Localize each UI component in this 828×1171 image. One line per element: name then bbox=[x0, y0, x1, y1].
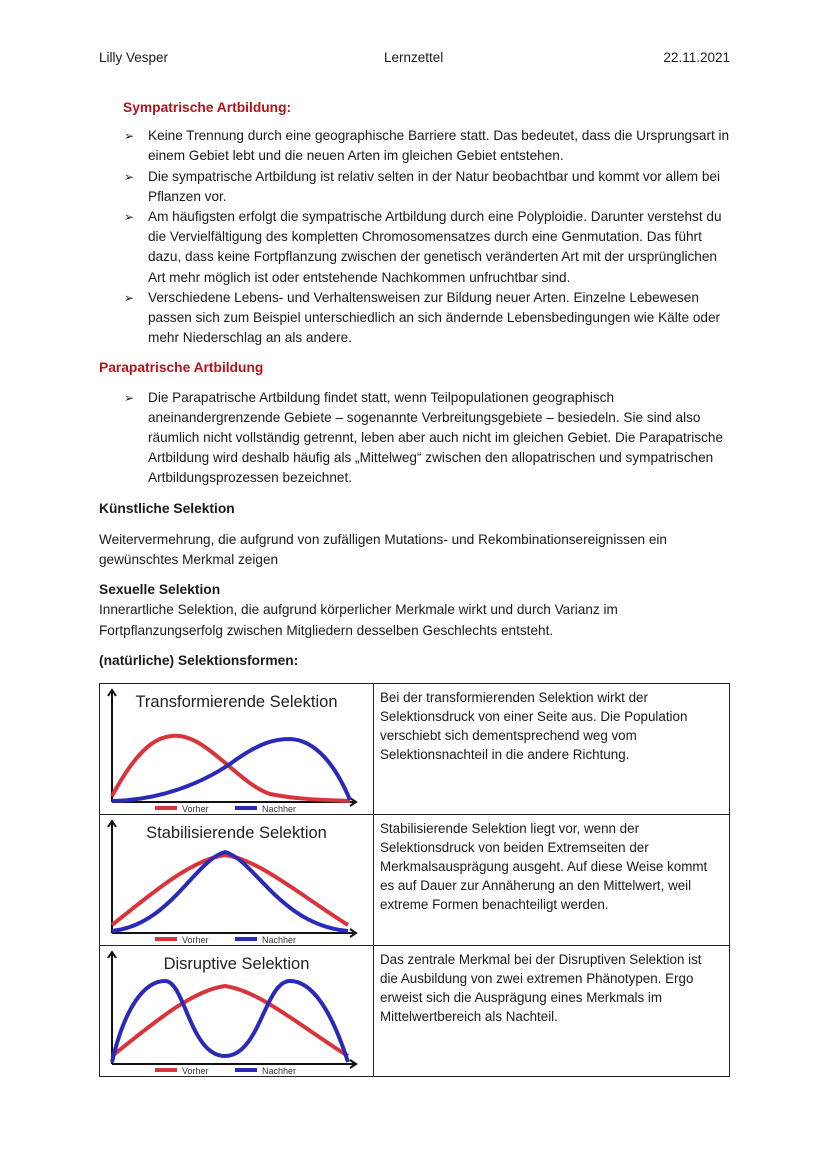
list-item: ➢ Verschiedene Lebens- und Verhaltensweisen zur Bildung neuer Arten. Einzelne Lebewesen passen sich zum Beispiel unterschiedlich an sich ändernde Lebensbedingungen wie Kälte oder mehr Niederschlag an als andere. bbox=[124, 289, 721, 346]
disruptive-selection-chart bbox=[100, 946, 373, 1076]
header-author: Lilly Vesper bbox=[99, 50, 169, 65]
list-item: ➢ Keine Trennung durch eine geographische Barriere statt. Das bedeutet, dass die Ursprungsart in einem Gebiet lebt und die neuen Arten im gleichen Gebiet entstehen. bbox=[124, 128, 730, 164]
list-item: ➢ Die sympatrische Artbildung ist relativ selten in der Natur beobachtbar und kommt vor allem bei Pflanzen vor. bbox=[124, 168, 720, 204]
chart-cell-stabilizing bbox=[100, 815, 374, 946]
legend-before-swatch bbox=[155, 806, 177, 810]
chart-cell-disruptive bbox=[100, 946, 374, 1077]
before-curve bbox=[112, 986, 348, 1056]
legend-before-label: Vorher bbox=[182, 935, 209, 946]
chart-cell-transforming bbox=[100, 684, 374, 815]
stabilizing-selection-chart bbox=[100, 815, 373, 945]
legend-after-swatch bbox=[235, 937, 257, 941]
artificial-heading: Künstliche Selektion bbox=[99, 500, 235, 516]
arrow-bullet-icon: ➢ bbox=[124, 390, 135, 405]
legend-before-label: Vorher bbox=[182, 1066, 209, 1077]
sexual-heading: Sexuelle Selektion bbox=[99, 582, 221, 598]
selection-forms-heading: (natürliche) Selektionsformen: bbox=[99, 652, 299, 668]
legend-after-label: Nachher bbox=[262, 804, 297, 815]
x-axis bbox=[112, 1060, 356, 1068]
chart-title: Transformierende Selektion bbox=[135, 693, 338, 712]
legend-before-label: Vorher bbox=[182, 804, 209, 815]
chart-title: Stabilisierende Selektion bbox=[146, 824, 327, 843]
artificial-text: Weitervermehrung, die aufgrund von zufälligen Mutations- und Rekombinationsereignissen ein gewünschtes Merkmal zeigen bbox=[99, 531, 667, 568]
arrow-bullet-icon: ➢ bbox=[124, 169, 135, 184]
stabilizing-description: Stabilisierende Selektion liegt vor, wenn der Selektionsdruck von beiden Extremseiten der Merkmalsausprägung ausgeht. Auf diese Weise kommt es auf Dauer zur Annäherung an den Mittelwert, weil extreme Formen benachteiligt werden. bbox=[374, 815, 730, 946]
chart-title: Disruptive Selektion bbox=[163, 955, 310, 974]
legend-after-label: Nachher bbox=[262, 1066, 297, 1077]
header-date: 22.11.2021 bbox=[663, 50, 730, 65]
list-item: ➢ Am häufigsten erfolgt die sympatrische Artbildung durch eine Polyploidie. Darunter verstehst du die Vervielfältigung des kompletten Chromosomensatzes durch eine Genmutation. Das führt dazu, dass keine Fortpflanzung zwischen der genetisch veränderten Art mit der ursprünglichen Art mehr möglich ist oder entstehende Nachkommen unfruchtbar sind. bbox=[124, 209, 722, 285]
arrow-bullet-icon: ➢ bbox=[124, 210, 135, 225]
legend-after-swatch bbox=[235, 806, 257, 810]
arrow-bullet-icon: ➢ bbox=[124, 290, 135, 305]
document-body bbox=[99, 98, 731, 1077]
before-curve bbox=[112, 855, 348, 925]
legend-before-swatch bbox=[155, 1068, 177, 1072]
x-axis bbox=[112, 929, 356, 937]
y-axis bbox=[108, 690, 116, 802]
selection-forms-table bbox=[99, 683, 730, 1077]
sympatric-list bbox=[99, 126, 731, 348]
header-title: Lernzettel bbox=[384, 50, 444, 65]
table-row bbox=[100, 946, 730, 1077]
legend-after-label: Nachher bbox=[262, 935, 297, 946]
legend-before-swatch bbox=[155, 937, 177, 941]
arrow-bullet-icon: ➢ bbox=[124, 129, 135, 144]
disruptive-description: Das zentrale Merkmal bei der Disruptiven Selektion ist die Ausbildung von zwei extremen Phänotypen. Ergo erweist sich die Ausprägung eines Merkmals im Mittelwertbereich als Nachteil. bbox=[374, 946, 730, 1077]
after-curve bbox=[112, 852, 348, 931]
legend-after-swatch bbox=[235, 1068, 257, 1072]
sympatric-heading: Sympatrische Artbildung: bbox=[123, 100, 292, 115]
parapatric-list bbox=[99, 388, 731, 489]
table-row bbox=[100, 815, 730, 946]
list-item: ➢ Die Parapatrische Artbildung findet statt, wenn Teilpopulationen geographisch aneinandergrenzende Gebiete – sogenannte Verbreitungsgebiete – besiedeln. Sie sind also räumlich nicht vollständig getrennt, leben aber auch nicht im gleichen Gebiet. Die Parapatrische Artbildung wird deshalb häufig als „Mittelweg“ zwischen den allopatrischen und sympatrischen Artbildungsprozessen bezeichnet. bbox=[124, 389, 724, 486]
transforming-description: Bei der transformierenden Selektion wirkt der Selektionsdruck von einer Seite aus. Die Population verschiebt sich dementsprechend weg vom Selektionsnachteil in die andere Richtung. bbox=[374, 684, 730, 815]
after-curve bbox=[112, 981, 348, 1062]
parapatric-heading: Parapatrische Artbildung bbox=[99, 360, 264, 376]
table-row bbox=[100, 684, 730, 815]
y-axis bbox=[108, 821, 116, 933]
sexual-text: Innerartliche Selektion, die aufgrund körperlicher Merkmale wirkt und durch Varianz im Fortpflanzungserfolg zwischen Mitgliedern desselben Geschlechts entsteht. bbox=[99, 602, 618, 638]
transforming-selection-chart bbox=[100, 684, 373, 814]
